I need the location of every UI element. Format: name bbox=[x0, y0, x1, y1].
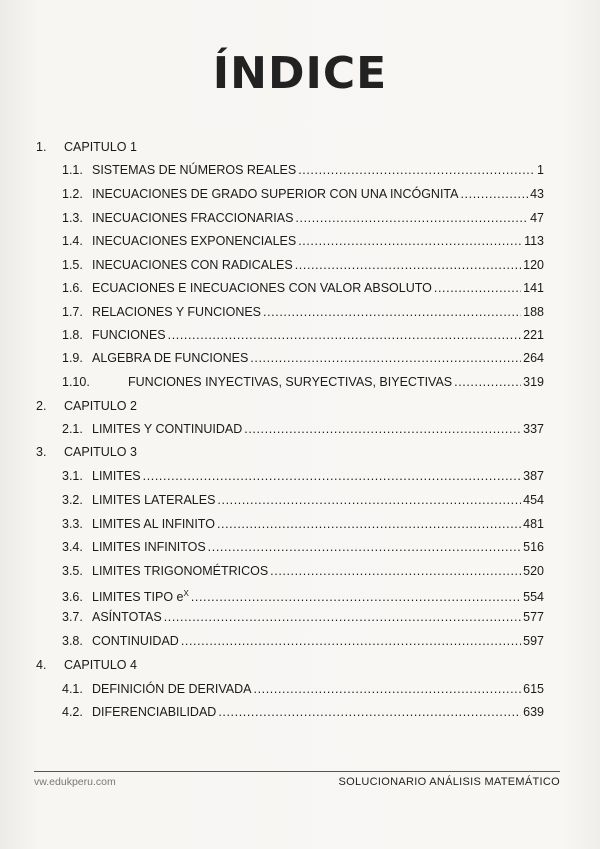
entry-label: DIFERENCIABILIDAD bbox=[92, 705, 217, 719]
entry-number: 1.6. bbox=[62, 281, 83, 295]
entry-label: FUNCIONES INYECTIVAS, SURYECTIVAS, BIYECTIVAS bbox=[128, 375, 453, 389]
toc-entry[interactable] bbox=[62, 231, 544, 251]
chapter-heading bbox=[36, 442, 216, 462]
leader-dots bbox=[191, 587, 521, 604]
footer-divider bbox=[34, 771, 560, 772]
entry-page: 454 bbox=[523, 493, 544, 507]
entry-label: LIMITES INFINITOS bbox=[92, 540, 206, 554]
entry-page: 481 bbox=[523, 517, 544, 531]
entry-page: 221 bbox=[523, 328, 544, 342]
entry-number: 1.10. bbox=[62, 375, 90, 389]
entry-number: 3.4. bbox=[62, 540, 83, 554]
toc-entry[interactable] bbox=[62, 537, 544, 557]
entry-label: INECUACIONES EXPONENCIALES bbox=[92, 234, 297, 248]
entry-label: LIMITES AL INFINITO bbox=[92, 517, 215, 531]
leader-dots bbox=[460, 184, 528, 204]
entry-page: 577 bbox=[523, 610, 544, 624]
leader-dots bbox=[181, 631, 521, 651]
leader-dots bbox=[143, 466, 522, 486]
entry-page: 554 bbox=[523, 590, 544, 604]
entry-number: 3.7. bbox=[62, 610, 83, 624]
entry-label: LIMITES bbox=[92, 469, 141, 483]
toc-entry[interactable] bbox=[62, 584, 544, 604]
entry-number: 1.1. bbox=[62, 163, 83, 177]
entry-page: 120 bbox=[523, 258, 544, 272]
chapter-label: CAPITULO 2 bbox=[64, 399, 137, 413]
entry-page: 43 bbox=[530, 187, 544, 201]
entry-number: 3.2. bbox=[62, 493, 83, 507]
toc-entry[interactable] bbox=[62, 302, 544, 322]
entry-label: DEFINICIÓN DE DERIVADA bbox=[92, 682, 252, 696]
chapter-label: CAPITULO 4 bbox=[64, 658, 137, 672]
entry-number: 1.7. bbox=[62, 305, 83, 319]
leader-dots bbox=[208, 537, 521, 557]
leader-dots bbox=[254, 679, 522, 699]
chapter-label: CAPITULO 1 bbox=[64, 140, 137, 154]
entry-label: ECUACIONES E INECUACIONES CON VALOR ABSOLUTO bbox=[92, 281, 432, 295]
toc-entry[interactable] bbox=[62, 372, 544, 392]
chapter-number: 1. bbox=[36, 140, 47, 154]
footer-book-title: SOLUCIONARIO ANÁLISIS MATEMÁTICO bbox=[338, 776, 560, 788]
entry-page: 516 bbox=[523, 540, 544, 554]
footer-website[interactable]: vw.edukperu.com bbox=[34, 776, 116, 788]
entry-label: LIMITES TRIGONOMÉTRICOS bbox=[92, 564, 269, 578]
entry-label: INECUACIONES DE GRADO SUPERIOR CON UNA INCÓGNITA bbox=[92, 187, 459, 201]
leader-dots bbox=[270, 561, 521, 581]
toc-entry[interactable] bbox=[62, 325, 544, 345]
entry-label: INECUACIONES CON RADICALES bbox=[92, 258, 293, 272]
entry-page: 597 bbox=[523, 634, 544, 648]
entry-label: SISTEMAS DE NÚMEROS REALES bbox=[92, 163, 297, 177]
toc-entry[interactable] bbox=[62, 514, 544, 534]
toc-entry[interactable] bbox=[62, 607, 544, 627]
leader-dots bbox=[263, 302, 521, 322]
toc-entry[interactable] bbox=[62, 419, 544, 439]
leader-dots bbox=[298, 231, 522, 251]
chapter-heading bbox=[36, 396, 216, 416]
chapter-number: 2. bbox=[36, 399, 47, 413]
leader-dots bbox=[295, 208, 528, 228]
entry-page: 520 bbox=[523, 564, 544, 578]
toc-entry[interactable] bbox=[62, 490, 544, 510]
toc-entry[interactable] bbox=[62, 679, 544, 699]
entry-label: LIMITES LATERALES bbox=[92, 493, 216, 507]
chapter-number: 4. bbox=[36, 658, 47, 672]
entry-label: INECUACIONES FRACCIONARIAS bbox=[92, 211, 294, 225]
entry-number: 4.1. bbox=[62, 682, 83, 696]
entry-number: 1.2. bbox=[62, 187, 83, 201]
toc-entry[interactable] bbox=[62, 561, 544, 581]
leader-dots bbox=[168, 325, 522, 345]
entry-page: 615 bbox=[523, 682, 544, 696]
entry-page: 387 bbox=[523, 469, 544, 483]
leader-dots bbox=[164, 607, 521, 627]
chapter-heading bbox=[36, 655, 216, 675]
toc-entry[interactable] bbox=[62, 466, 544, 486]
leader-dots bbox=[434, 278, 521, 298]
entry-number: 3.3. bbox=[62, 517, 83, 531]
entry-number: 3.8. bbox=[62, 634, 83, 648]
toc-entry[interactable] bbox=[62, 702, 544, 722]
toc-entry[interactable] bbox=[62, 184, 544, 204]
chapter-number: 3. bbox=[36, 445, 47, 459]
toc-entry[interactable] bbox=[62, 160, 544, 180]
superscript: X bbox=[183, 589, 189, 598]
entry-label: ALGEBRA DE FUNCIONES bbox=[92, 351, 249, 365]
leader-dots bbox=[295, 255, 521, 275]
toc-entry[interactable] bbox=[62, 631, 544, 651]
entry-label: RELACIONES Y FUNCIONES bbox=[92, 305, 262, 319]
leader-dots bbox=[217, 490, 521, 510]
entry-page: 47 bbox=[530, 211, 544, 225]
entry-page: 337 bbox=[523, 422, 544, 436]
entry-number: 1.9. bbox=[62, 351, 83, 365]
entry-number: 1.5. bbox=[62, 258, 83, 272]
entry-page: 188 bbox=[523, 305, 544, 319]
entry-number: 1.8. bbox=[62, 328, 83, 342]
leader-dots bbox=[217, 514, 521, 534]
chapter-heading bbox=[36, 137, 216, 157]
entry-number: 3.1. bbox=[62, 469, 83, 483]
entry-label: FUNCIONES bbox=[92, 328, 166, 342]
entry-page: 113 bbox=[524, 234, 544, 248]
leader-dots bbox=[454, 372, 521, 392]
toc-entry[interactable] bbox=[62, 278, 544, 298]
entry-page: 1 bbox=[537, 163, 544, 177]
entry-label: LIMITES TIPO e bbox=[92, 590, 184, 604]
toc-entry[interactable] bbox=[62, 255, 544, 275]
entry-number: 4.2. bbox=[62, 705, 83, 719]
entry-number: 3.6. bbox=[62, 590, 83, 604]
entry-page: 639 bbox=[523, 705, 544, 719]
entry-number: 1.4. bbox=[62, 234, 83, 248]
entry-label: ASÍNTOTAS bbox=[92, 610, 162, 624]
entry-number: 2.1. bbox=[62, 422, 83, 436]
entry-label: CONTINUIDAD bbox=[92, 634, 179, 648]
entry-page: 319 bbox=[523, 375, 544, 389]
entry-page: 264 bbox=[523, 351, 544, 365]
entry-number: 1.3. bbox=[62, 211, 83, 225]
leader-dots bbox=[250, 348, 521, 368]
leader-dots bbox=[218, 702, 521, 722]
leader-dots bbox=[298, 160, 535, 180]
chapter-label: CAPITULO 3 bbox=[64, 445, 137, 459]
entry-page: 141 bbox=[523, 281, 544, 295]
leader-dots bbox=[244, 419, 521, 439]
toc-entry[interactable] bbox=[62, 208, 544, 228]
page-title: ÍNDICE bbox=[212, 48, 388, 99]
entry-number: 3.5. bbox=[62, 564, 83, 578]
entry-label: LIMITES Y CONTINUIDAD bbox=[92, 422, 243, 436]
toc-entry[interactable] bbox=[62, 348, 544, 368]
